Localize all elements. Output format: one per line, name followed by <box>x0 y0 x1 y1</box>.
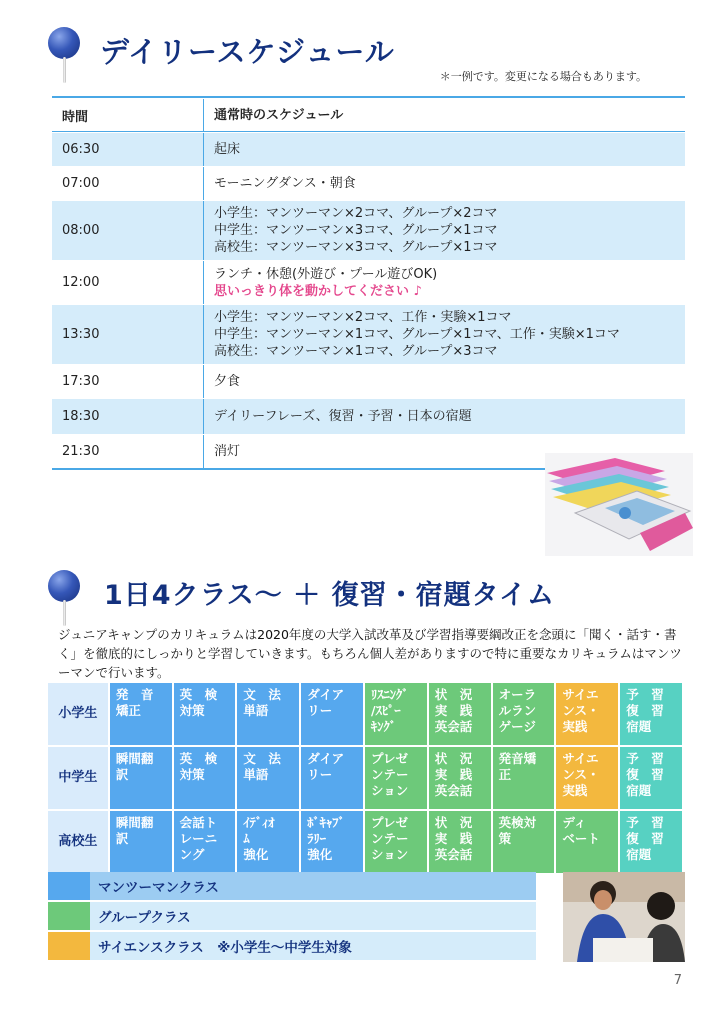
curriculum-cell: オーラ ルラン ゲージ <box>493 683 555 745</box>
schedule-desc <box>204 399 685 434</box>
schedule-row <box>52 304 685 364</box>
students-photo <box>563 872 685 962</box>
curriculum-cell: 会話ト レーニ ング <box>174 811 236 873</box>
curriculum-cell: 発 音 矯正 <box>110 683 172 745</box>
curriculum-cell: ﾘｽﾆﾝｸﾞ /ｽﾋﾟｰ ｷﾝｸﾞ <box>365 683 427 745</box>
schedule-desc <box>204 167 685 200</box>
curriculum-cell: プレゼ ンテー ション <box>365 747 427 809</box>
class-legend <box>48 872 536 962</box>
curriculum-cell: 英 検 対策 <box>174 683 236 745</box>
schedule-highlight: 思いっきり体を動かしてください ♪ <box>214 283 422 299</box>
schedule-line: 消灯 <box>214 444 241 459</box>
curriculum-cell: ﾎﾞｷｬﾌﾞ ﾗﾘｰ 強化 <box>301 811 363 873</box>
grade-level-label: 高校生 <box>48 811 108 873</box>
schedule-desc <box>204 133 685 166</box>
curriculum-row <box>48 747 684 809</box>
legend-item <box>48 932 536 960</box>
header-desc: 通常時のスケジュール <box>214 107 344 123</box>
books-photo <box>545 453 693 556</box>
section-title-schedule: デイリースケジュール <box>100 35 395 69</box>
legend-swatch <box>48 932 90 960</box>
curriculum-cell: 瞬間翻 訳 <box>110 747 172 809</box>
curriculum-cell: サイエ ンス・ 実践 <box>556 683 618 745</box>
schedule-line: 高校生：マンツーマン×3コマ、グループ×1コマ <box>214 240 498 255</box>
schedule-line: 夕食 <box>214 374 241 389</box>
curriculum-cell: 予 習 復 習 宿題 <box>620 683 682 745</box>
legend-label: グループクラス <box>98 910 191 926</box>
curriculum-cell: 英 検 対策 <box>174 747 236 809</box>
curriculum-cell: サイエ ンス・ 実践 <box>556 747 618 809</box>
curriculum-cell: 状 況 実 践 英会話 <box>429 811 491 873</box>
curriculum-intro: ジュニアキャンプのカリキュラムは2020年度の大学入試改革及び学習指導要綱改正を念頭に「聞く・話す・書く」を徹底的にしっかりと学習していきます。もちろん個人差がありますので特に重要なカリキュラムはマンツーマンで行います。 <box>58 627 682 680</box>
schedule-line: 中学生：マンツーマン×3コマ、グループ×1コマ <box>214 223 498 238</box>
curriculum-cell: 予 習 復 習 宿題 <box>620 747 682 809</box>
schedule-line: モーニングダンス・朝食 <box>214 176 356 191</box>
curriculum-grid <box>48 683 684 879</box>
legend-swatch <box>48 872 90 900</box>
schedule-time: 17:30 <box>52 365 204 398</box>
legend-item <box>48 902 536 930</box>
schedule-row <box>52 166 685 200</box>
curriculum-cell: ダイア リー <box>301 683 363 745</box>
grade-level-label: 小学生 <box>48 683 108 745</box>
schedule-desc <box>204 261 685 304</box>
schedule-time: 13:30 <box>52 305 204 364</box>
schedule-row <box>52 200 685 260</box>
map-pin-icon <box>48 27 82 87</box>
schedule-header-row <box>52 98 685 132</box>
schedule-time: 21:30 <box>52 435 204 468</box>
curriculum-cell: 状 況 実 践 英会話 <box>429 747 491 809</box>
page-number: 7 <box>673 973 682 988</box>
schedule-time: 12:00 <box>52 261 204 304</box>
curriculum-cell: 瞬間翻 訳 <box>110 811 172 873</box>
curriculum-cell: 発音矯 正 <box>493 747 555 809</box>
section-title-classes: 1日4クラス～ ＋ 復習・宿題タイム <box>104 580 556 611</box>
schedule-line: 中学生：マンツーマン×1コマ、グループ×1コマ、工作・実験×1コマ <box>214 327 620 342</box>
curriculum-cell: ダイア リー <box>301 747 363 809</box>
schedule-row <box>52 132 685 166</box>
legend-label: サイエンスクラス ※小学生～中学生対象 <box>98 940 352 956</box>
schedule-time: 08:00 <box>52 201 204 260</box>
schedule-table <box>52 96 685 470</box>
schedule-desc <box>204 365 685 398</box>
schedule-note: ＊一例です。変更になる場合もあります。 <box>439 70 647 83</box>
schedule-desc <box>204 305 685 364</box>
schedule-row <box>52 260 685 304</box>
schedule-line: デイリーフレーズ、復習・予習・日本の宿題 <box>214 409 472 424</box>
curriculum-cell: ｲﾃﾞｨｵ ﾑ 強化 <box>237 811 299 873</box>
schedule-line: ランチ・休憩(外遊び・プール遊びOK) <box>214 266 438 282</box>
map-pin-icon <box>48 570 82 630</box>
curriculum-cell: 文 法 単語 <box>237 747 299 809</box>
grade-level-label: 中学生 <box>48 747 108 809</box>
schedule-time: 07:00 <box>52 167 204 200</box>
schedule-row <box>52 398 685 434</box>
curriculum-row <box>48 683 684 745</box>
curriculum-cell: 英検対 策 <box>493 811 555 873</box>
curriculum-cell: ディ ベート <box>556 811 618 873</box>
schedule-line: 小学生：マンツーマン×2コマ、グループ×2コマ <box>214 206 498 221</box>
legend-item <box>48 872 536 900</box>
schedule-row <box>52 364 685 398</box>
curriculum-cell: 文 法 単語 <box>237 683 299 745</box>
legend-swatch <box>48 902 90 930</box>
schedule-line: 高校生：マンツーマン×1コマ、グループ×3コマ <box>214 344 498 359</box>
header-time: 時間 <box>52 99 204 131</box>
curriculum-row <box>48 811 684 873</box>
curriculum-cell: 状 況 実 践 英会話 <box>429 683 491 745</box>
schedule-time: 06:30 <box>52 133 204 166</box>
schedule-time: 18:30 <box>52 399 204 434</box>
legend-label: マンツーマンクラス <box>98 880 219 896</box>
schedule-desc <box>204 201 685 260</box>
schedule-line: 小学生：マンツーマン×2コマ、工作・実験×1コマ <box>214 310 512 325</box>
schedule-line: 起床 <box>214 142 241 157</box>
curriculum-cell: プレゼ ンテー ション <box>365 811 427 873</box>
curriculum-cell: 予 習 復 習 宿題 <box>620 811 682 873</box>
